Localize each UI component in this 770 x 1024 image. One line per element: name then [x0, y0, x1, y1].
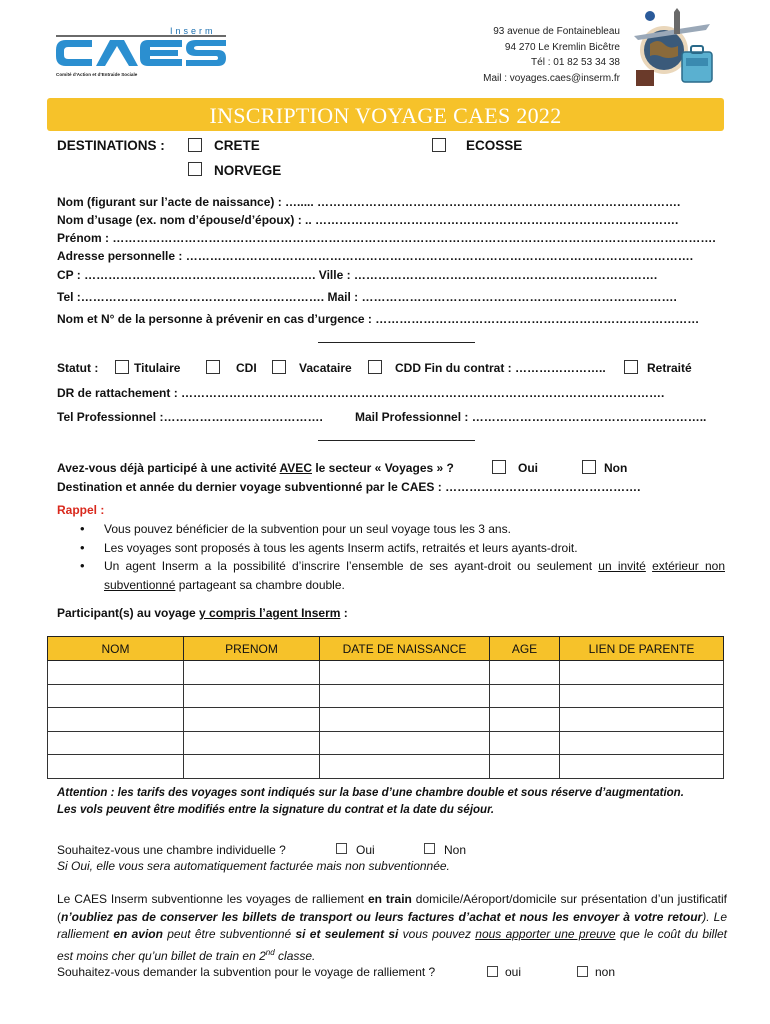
form-title: INSCRIPTION VOYAGE CAES 2022: [47, 98, 724, 131]
col-date-header: DATE DE NAISSANCE: [320, 637, 490, 661]
statut-cdi-label: CDI: [236, 361, 257, 375]
rappel-item: • Vous pouvez bénéficier de la subvention pour un seul voyage tous les 3 ans.: [80, 520, 725, 539]
crete-checkbox[interactable]: [188, 138, 202, 152]
adresse-field[interactable]: Adresse personnelle : ……………………………………………………………………………………………………………….: [57, 249, 694, 263]
attention-line-1: Attention : les tarifs des voyages sont indiqués sur la base d’une chambre double et sous réserve d’augmentation.: [57, 787, 684, 799]
cell-input[interactable]: [184, 708, 320, 732]
titulaire-checkbox[interactable]: [115, 360, 129, 374]
ralliement-question: Souhaitez-vous demander la subvention pour le voyage de ralliement ?: [57, 965, 436, 979]
cell-input[interactable]: [48, 731, 184, 755]
table-row: [48, 661, 724, 685]
statut-titulaire-label: Titulaire: [134, 361, 181, 375]
retraite-checkbox[interactable]: [624, 360, 638, 374]
participation-non-label: Non: [604, 461, 628, 475]
nom-field[interactable]: Nom (figurant sur l’acte de naissance) : …..... ……………………………………………………………………………….: [57, 195, 681, 209]
participation-oui-checkbox[interactable]: [492, 460, 506, 474]
rappel-list: [80, 520, 725, 594]
address-phone: Tél : 01 82 53 34 38: [531, 57, 620, 68]
attention-line-2: Les vols peuvent être modifiés entre la signature du contrat et la date du séjour.: [57, 804, 495, 816]
participants-table: [47, 636, 724, 779]
tel-mail-field[interactable]: Tel :……………………………………………………. Mail : …………………………………………………………………….: [57, 290, 677, 304]
cell-input[interactable]: [490, 661, 560, 685]
cell-input[interactable]: [320, 731, 490, 755]
chambre-non-checkbox[interactable]: [424, 843, 435, 854]
cell-input[interactable]: [490, 731, 560, 755]
address-mail: Mail : voyages.caes@inserm.fr: [483, 72, 620, 84]
cell-input[interactable]: [320, 661, 490, 685]
cell-input[interactable]: [184, 731, 320, 755]
cell-input[interactable]: [490, 755, 560, 779]
dr-field[interactable]: DR de rattachement : ………………………………………………………………………………………………………….: [57, 386, 665, 400]
last-trip-field[interactable]: Destination et année du dernier voyage subventionné par le CAES : ………………………………………….: [57, 480, 641, 494]
mail-pro-field[interactable]: Mail Professionnel : …………………………………………………..: [355, 410, 707, 424]
cell-input[interactable]: [320, 755, 490, 779]
statut-retraite-label: Retraité: [647, 361, 692, 375]
table-row: [48, 731, 724, 755]
cell-input[interactable]: [184, 755, 320, 779]
chambre-oui-checkbox[interactable]: [336, 843, 347, 854]
col-age-header: AGE: [490, 637, 560, 661]
destinations-label: DESTINATIONS :: [57, 138, 165, 153]
rappel-title: Rappel :: [57, 503, 105, 517]
cell-input[interactable]: [560, 731, 724, 755]
logo-tagline: Comité d'Action et d'Entraide Sociale: [56, 72, 138, 77]
cell-input[interactable]: [490, 684, 560, 708]
participation-oui-label: Oui: [518, 461, 538, 475]
cell-input[interactable]: [560, 684, 724, 708]
cell-input[interactable]: [48, 755, 184, 779]
statut-vacataire-label: Vacataire: [299, 361, 352, 375]
cell-input[interactable]: [184, 684, 320, 708]
tel-pro-field[interactable]: Tel Professionnel :………………………………….: [57, 410, 323, 424]
ralliement-non-checkbox[interactable]: [577, 966, 588, 977]
travel-illustration: [630, 8, 715, 93]
chambre-note: Si Oui, elle vous sera automatiquement facturée mais non subventionnée.: [57, 859, 450, 873]
cell-input[interactable]: [48, 708, 184, 732]
urgence-field[interactable]: Nom et N° de la personne à prévenir en cas d’urgence : ………………………………………………………………………: [57, 312, 700, 326]
cell-input[interactable]: [320, 684, 490, 708]
nom-usage-field[interactable]: Nom d’usage (ex. nom d’épouse/d’époux) : .. ……………………………………………………………………………….: [57, 213, 679, 227]
chambre-oui-label: Oui: [356, 843, 375, 857]
address-line: 94 270 Le Kremlin Bicêtre: [504, 41, 620, 53]
destination-ecosse-label: ECOSSE: [466, 138, 523, 153]
participants-label: Participant(s) au voyage y compris l’agent Inserm :: [57, 606, 348, 620]
logo-inserm: Inserm: [170, 26, 216, 36]
statut-label: Statut :: [57, 361, 99, 375]
cell-input[interactable]: [320, 708, 490, 732]
table-row: [48, 684, 724, 708]
ralliement-paragraph: Le CAES Inserm subventionne les voyages de ralliement en train domicile/Aéroport/domicile sur présentation d’un justificatif (n’oubliez pas de conserver les billets de transport ou leurs factures d’achat et nous les envoyer à votre retour). Le ralliement en avion peut être subventionné si et seulement si vous pouvez nous apporter une preuve que le coût du billet est moins cher qu’un billet de train en 2nd classe.: [57, 892, 728, 963]
participation-question: Avez-vous déjà participé à une activité AVEC le secteur « Voyages » ?: [57, 461, 454, 475]
pro-underline: [318, 440, 475, 441]
chambre-non-label: Non: [444, 843, 467, 857]
cell-input[interactable]: [490, 708, 560, 732]
destination-crete-label: CRETE: [214, 138, 260, 153]
ralliement-non-label: non: [595, 965, 616, 979]
cdd-checkbox[interactable]: [368, 360, 382, 374]
vacataire-checkbox[interactable]: [272, 360, 286, 374]
chambre-question: Souhaitez-vous une chambre individuelle ?: [57, 843, 286, 857]
cp-ville-field[interactable]: CP : …………………………………………………. Ville : ………………………………………………………………….: [57, 268, 658, 282]
prenom-field[interactable]: Prénom : …………………………………………………………………………………………………………………………………….: [57, 231, 716, 245]
statut-cdd-label[interactable]: CDD Fin du contrat : …………………..: [395, 361, 606, 375]
ralliement-oui-checkbox[interactable]: [487, 966, 498, 977]
urgence-underline: [318, 342, 475, 343]
destination-norvege-label: NORVEGE: [214, 163, 282, 178]
cdi-checkbox[interactable]: [206, 360, 220, 374]
cell-input[interactable]: [560, 708, 724, 732]
col-prenom-header: PRENOM: [184, 637, 320, 661]
caes-logo: [52, 26, 230, 78]
participation-non-checkbox[interactable]: [582, 460, 596, 474]
rappel-item: • Les voyages sont proposés à tous les agents Inserm actifs, retraités et leurs ayants-droit.: [80, 539, 725, 558]
cell-input[interactable]: [560, 661, 724, 685]
rappel-item: • Un agent Inserm a la possibilité d’inscrire l’ensemble de ses ayant-droit ou seulement un invité extérieur non subventionné partageant sa chambre double.: [80, 557, 725, 594]
col-nom-header: NOM: [48, 637, 184, 661]
cell-input[interactable]: [184, 661, 320, 685]
ralliement-oui-label: oui: [505, 965, 522, 979]
cell-input[interactable]: [48, 661, 184, 685]
address-block: [483, 24, 620, 86]
cell-input[interactable]: [560, 755, 724, 779]
cell-input[interactable]: [48, 684, 184, 708]
table-row: [48, 708, 724, 732]
col-lien-header: LIEN DE PARENTE: [560, 637, 724, 661]
norvege-checkbox[interactable]: [188, 162, 202, 176]
address-line: 93 avenue de Fontainebleau: [493, 26, 620, 37]
table-row: [48, 755, 724, 779]
ecosse-checkbox[interactable]: [432, 138, 446, 152]
